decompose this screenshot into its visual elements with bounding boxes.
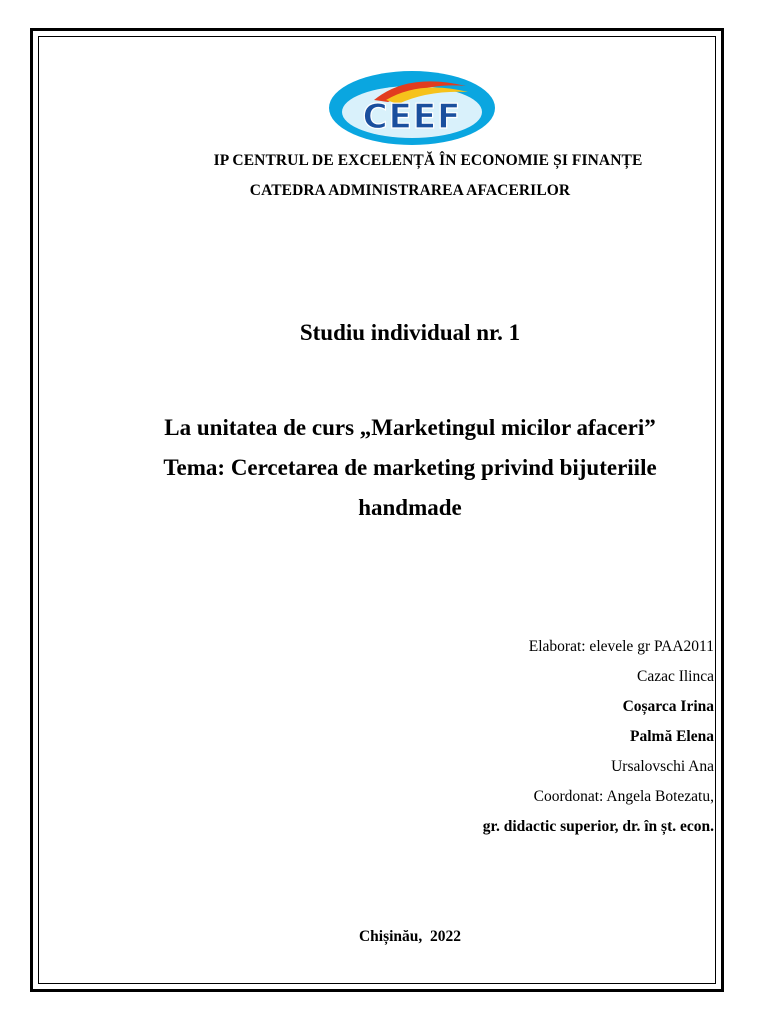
document-title: Studiu individual nr. 1 [299, 320, 521, 345]
topic-line-2: handmade [358, 495, 462, 520]
elaborated-by: Elaborat: elevele gr PAA2011 [528, 638, 714, 655]
department-name: CATEDRA ADMINISTRAREA AFACERILOR [249, 182, 571, 199]
ceef-logo [328, 70, 496, 146]
student-name: Ursalovschi Ana [611, 758, 714, 775]
student-name: Cazac Ilinca [636, 668, 714, 685]
institution-name: IP CENTRUL DE EXCELENȚĂ ÎN ECONOMIE ȘI FINANȚE [213, 152, 643, 169]
coordinator: Coordonat: Angela Botezatu, [533, 788, 714, 805]
student-name: Palmă Elena [630, 728, 714, 745]
place-and-date: Chișinău, 2022 [358, 928, 462, 945]
course-line: La unitatea de curs „Marketingul micilor afaceri” [164, 415, 656, 440]
logo-text: CEEF [362, 97, 462, 137]
topic-block [50, 408, 768, 528]
authors-block [483, 632, 714, 842]
student-name: Coșarca Irina [622, 698, 714, 715]
coordinator-title: gr. didactic superior, dr. în șt. econ. [482, 818, 714, 835]
topic-line-1: Tema: Cercetarea de marketing privind bijuteriile [163, 455, 657, 480]
